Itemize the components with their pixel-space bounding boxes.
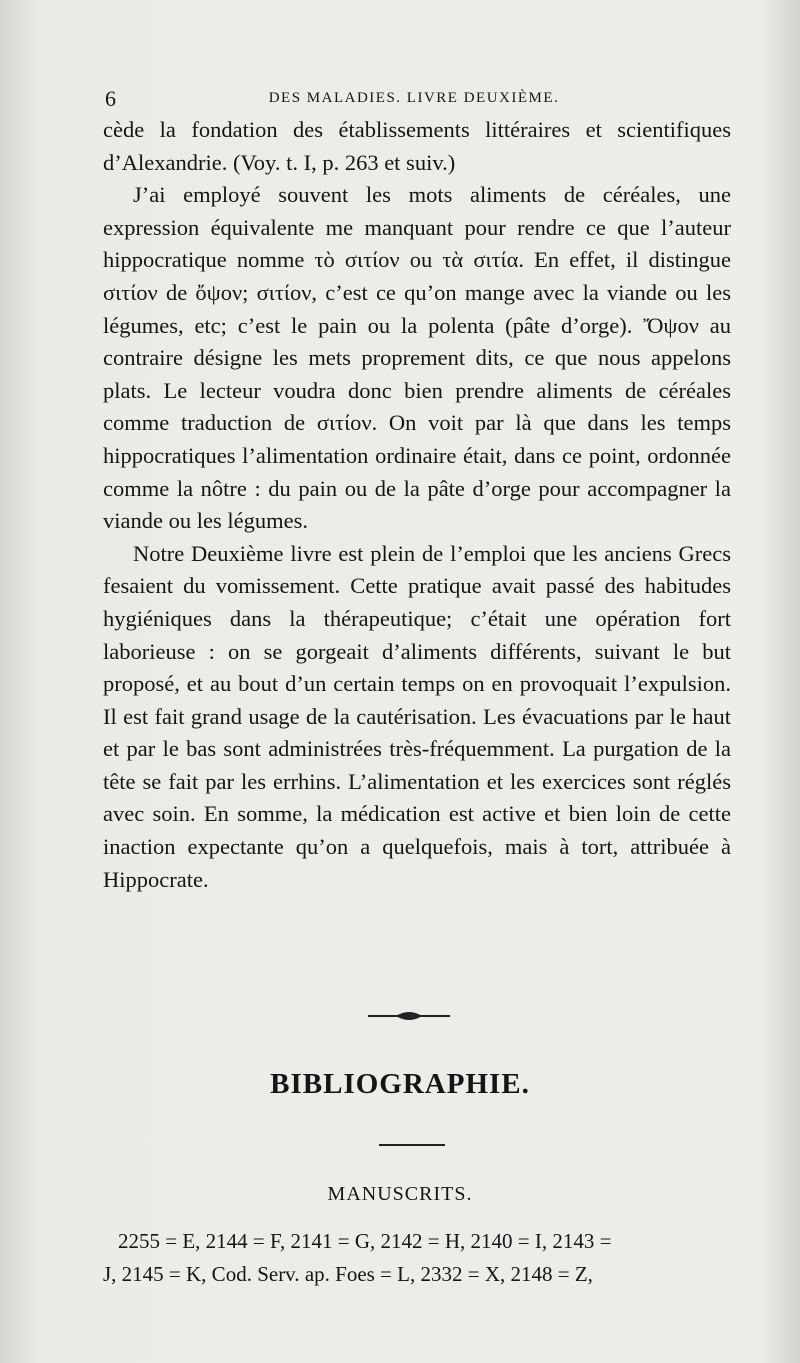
manuscripts-list — [103, 1225, 725, 1291]
section-title: BIBLIOGRAPHIE. — [270, 1068, 530, 1100]
section-rule — [379, 1144, 445, 1146]
page-number: 6 — [105, 86, 116, 111]
manuscripts-line-2: J, 2145 = K, Cod. Serv. ap. Foes = L, 2332 = X, 2148 = Z, — [103, 1262, 593, 1286]
body-text — [103, 114, 731, 896]
running-title: DES MALADIES. LIVRE DEUXIÈME. — [268, 90, 560, 106]
section-subtitle: MANUSCRITS. — [327, 1183, 473, 1205]
page-header — [103, 86, 725, 114]
paragraph-3: Notre Deuxième livre est plein de l’emploi que les anciens Grecs fesaient du vomissement. Cette pratique avait passé des habitudes hygiéniques dans la thérapeutique; c’était une opération fort laborieuse : on se gorgeait d’aliments différents, suivant le but proposé, et au bout d’un certain temps on en provoquait l’expulsion. Il est fait grand usage de la cautérisation. Les évacuations par le haut et par le bas sont administrées très-fréquemment. La purgation de la tête se fait par les errhins. L’alimentation et les exercices sont réglés avec soin. En somme, la médication est active et bien loin de cette inaction expectante qu’on a quelquefois, mais à tort, attribuée à Hippocrate. — [103, 540, 731, 892]
paragraph-1: cède la fondation des établissements littéraires et scientifiques d’Alexandrie. (Voy. t. I, p. 263 et suiv.) — [103, 117, 731, 175]
ornament-divider — [368, 1008, 450, 1024]
paragraph-2: J’ai employé souvent les mots aliments de céréales, une expression équivalente me manquant pour rendre ce que l’auteur hippocratique nomme τὸ σιτίον ou τὰ σιτία. En effet, il distingue σιτίον de ὄψον; σιτίον, c’est ce qu’on mange avec la viande ou les légumes, etc; c’est le pain ou la polenta (pâte d’orge). Ὄψον au contraire désigne les mets proprement dits, ce que nous appelons plats. Le lecteur voudra donc bien prendre aliments de céréales comme traduction de σιτίον. On voit par là que dans les temps hippocratiques l’alimentation ordinaire était, dans ce point, ordonnée comme la nôtre : du pain ou de la pâte d’orge pour accompagner la viande ou les légumes. — [103, 182, 731, 534]
manuscripts-line-1: 2255 = E, 2144 = F, 2141 = G, 2142 = H, 2140 = I, 2143 = — [118, 1229, 612, 1253]
